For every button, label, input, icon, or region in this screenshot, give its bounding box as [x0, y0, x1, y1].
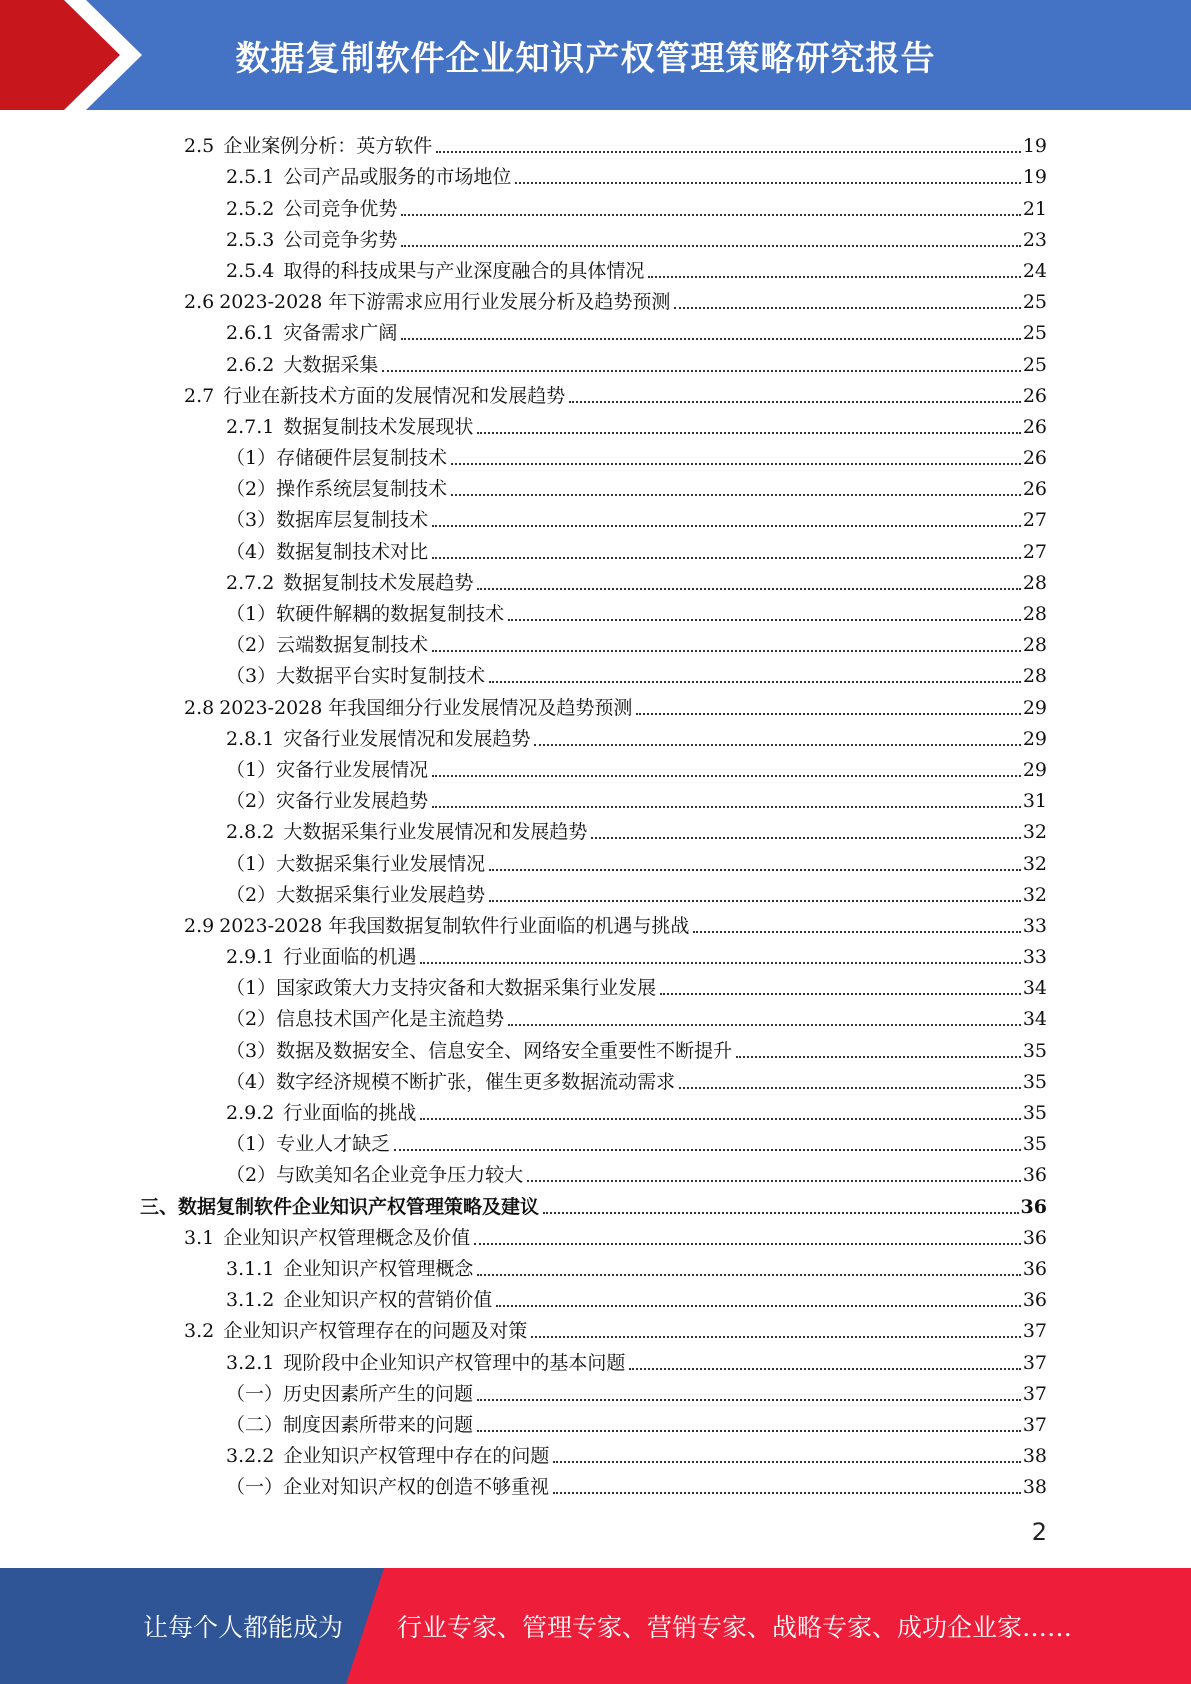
- footer-slogan-left: 让每个人都能成为: [143, 1613, 344, 1642]
- toc-dot-leader: [629, 1368, 1020, 1370]
- toc-dot-leader: [531, 1336, 1021, 1338]
- toc-entry-title: 数据复制技术发展趋势: [283, 571, 474, 594]
- toc-dot-leader: [432, 557, 1021, 559]
- toc-entry[interactable]: [0, 907, 1191, 938]
- toc-entry-title: 企业案例分析：英方软件: [223, 135, 433, 158]
- toc-entry-page: 19: [1022, 166, 1047, 189]
- toc-entry-title: 灾备行业发展趋势: [276, 790, 429, 813]
- toc-entry-number: （3）: [226, 665, 277, 688]
- toc-entry-page: 26: [1022, 447, 1047, 470]
- toc-entry-number: 2.9.2: [226, 1102, 275, 1124]
- toc-entry-title: 灾备行业发展情况和发展趋势: [283, 727, 531, 750]
- toc-entry-number: （3）: [226, 509, 277, 532]
- toc-entry-title: 企业知识产权的营销价值: [283, 1289, 493, 1312]
- toc-entry-number: 2.6.2: [226, 353, 275, 376]
- toc-entry-number: （一）: [226, 1382, 284, 1405]
- table-of-contents: [0, 127, 1191, 1499]
- toc-entry[interactable]: [0, 1000, 1191, 1031]
- toc-entry-title: 存储硬件层复制技术: [276, 447, 448, 470]
- toc-dot-leader: [674, 307, 1020, 309]
- toc-entry-title: 数字经济规模不断扩张，催生更多数据流动需求: [276, 1070, 676, 1093]
- toc-entry-number: （1）: [226, 758, 277, 781]
- toc-entry-page: 19: [1022, 135, 1047, 158]
- toc-entry-page: 32: [1022, 821, 1047, 844]
- toc-dot-leader: [382, 370, 1020, 372]
- toc-dot-leader: [648, 276, 1020, 278]
- report-title: 数据复制软件企业知识产权管理策略研究报告: [235, 38, 936, 79]
- toc-entry-number: （4）: [226, 1070, 277, 1093]
- footer-slogan-right: 行业专家、管理专家、营销专家、战略专家、成功企业家……: [397, 1613, 1073, 1642]
- toc-entry-page: 29: [1022, 758, 1047, 781]
- toc-entry[interactable]: [0, 688, 1191, 719]
- toc-entry[interactable]: [0, 1187, 1191, 1218]
- toc-entry-title: 2023-2028 年我国数据复制软件行业面临的机遇与挑战: [219, 914, 690, 937]
- toc-entry-page: 25: [1022, 322, 1047, 345]
- toc-entry[interactable]: [0, 1031, 1191, 1062]
- toc-dot-leader: [660, 993, 1021, 995]
- toc-dot-leader: [474, 1243, 1021, 1245]
- toc-entry[interactable]: [0, 1250, 1191, 1281]
- toc-dot-leader: [401, 338, 1020, 340]
- toc-entry[interactable]: [0, 1281, 1191, 1312]
- toc-dot-leader: [477, 1430, 1021, 1432]
- toc-entry-page: 36: [1022, 1289, 1047, 1312]
- toc-entry-page: 28: [1022, 603, 1047, 625]
- toc-dot-leader: [477, 588, 1020, 590]
- toc-entry-page: 32: [1022, 852, 1047, 875]
- toc-entry-title: 数据复制软件企业知识产权管理策略及建议: [178, 1195, 540, 1218]
- toc-entry-title: 大数据采集行业发展情况: [276, 852, 486, 875]
- toc-dot-leader: [432, 806, 1021, 808]
- toc-entry-title: 行业在新技术方面的发展情况和发展趋势: [223, 384, 566, 407]
- toc-dot-leader: [489, 681, 1021, 683]
- toc-dot-leader: [515, 182, 1020, 184]
- toc-entry[interactable]: [0, 1468, 1191, 1499]
- toc-entry-title: 2023-2028 年我国细分行业发展情况及趋势预测: [219, 696, 633, 719]
- toc-entry-number: 2.8.2: [226, 821, 275, 844]
- toc-entry-title: 企业知识产权管理中存在的问题: [283, 1445, 550, 1468]
- toc-entry-page: 31: [1022, 790, 1047, 813]
- toc-dot-leader: [636, 713, 1020, 715]
- toc-entry-number: 2.6.1: [226, 322, 275, 345]
- toc-entry-title: 软硬件解耦的数据复制技术: [276, 603, 505, 625]
- toc-entry[interactable]: [0, 813, 1191, 844]
- toc-entry-number: （2）: [226, 1008, 277, 1031]
- page-footer: [0, 1568, 1191, 1684]
- toc-entry-number: 2.5.4: [226, 259, 275, 282]
- toc-entry[interactable]: [0, 564, 1191, 595]
- toc-entry-title: 大数据采集行业发展情况和发展趋势: [283, 821, 588, 844]
- toc-entry-title: 公司竞争优势: [283, 197, 398, 220]
- toc-entry-number: （2）: [226, 634, 277, 657]
- toc-entry[interactable]: [0, 283, 1191, 314]
- toc-entry-page: 36: [1022, 1257, 1047, 1280]
- toc-entry-page: 23: [1022, 228, 1047, 251]
- toc-entry-page: 35: [1022, 1102, 1047, 1124]
- toc-entry[interactable]: [0, 345, 1191, 376]
- toc-entry-page: 32: [1022, 883, 1047, 906]
- toc-entry[interactable]: [0, 501, 1191, 532]
- toc-entry-page: 27: [1022, 540, 1047, 563]
- toc-entry-page: 21: [1022, 197, 1047, 220]
- toc-dot-leader: [693, 931, 1020, 933]
- toc-entry-title: 云端数据复制技术: [276, 634, 429, 657]
- toc-entry-number: 3.2.2: [226, 1445, 275, 1468]
- toc-dot-leader: [736, 1056, 1021, 1058]
- toc-entry-number: 2.7: [184, 384, 215, 407]
- toc-entry-title: 信息技术国产化是主流趋势: [276, 1008, 505, 1031]
- toc-entry-number: （3）: [226, 1039, 277, 1062]
- toc-entry-title: 公司产品或服务的市场地位: [283, 166, 512, 189]
- toc-entry-page: 28: [1022, 571, 1047, 594]
- toc-entry-page: 29: [1022, 727, 1047, 750]
- toc-dot-leader: [508, 1024, 1021, 1026]
- toc-dot-leader: [436, 151, 1021, 153]
- toc-dot-leader: [553, 1461, 1020, 1463]
- toc-entry-page: 34: [1022, 977, 1047, 1000]
- toc-entry[interactable]: [0, 626, 1191, 657]
- toc-entry-number: 三、: [140, 1195, 179, 1218]
- toc-entry[interactable]: [0, 969, 1191, 1000]
- toc-entry-title: 企业知识产权管理概念: [283, 1257, 474, 1280]
- page-header: [0, 0, 1191, 110]
- toc-entry[interactable]: [0, 1219, 1191, 1250]
- toc-dot-leader: [527, 1180, 1021, 1182]
- toc-entry[interactable]: [0, 1094, 1191, 1125]
- toc-entry[interactable]: [0, 1312, 1191, 1343]
- toc-entry-title: 企业对知识产权的创造不够重视: [283, 1476, 550, 1499]
- toc-entry-title: 数据及数据安全、信息安全、网络安全重要性不断提升: [276, 1039, 733, 1062]
- toc-entry[interactable]: [0, 470, 1191, 501]
- toc-dot-leader: [543, 1212, 1019, 1214]
- toc-entry[interactable]: [0, 1375, 1191, 1406]
- toc-entry-page: 36: [1022, 1226, 1047, 1249]
- toc-dot-leader: [477, 1274, 1020, 1276]
- toc-entry-number: （2）: [226, 478, 277, 501]
- toc-dot-leader: [432, 525, 1021, 527]
- toc-entry-page: 38: [1022, 1445, 1047, 1468]
- toc-entry-page: 38: [1022, 1476, 1047, 1499]
- toc-entry-page: 28: [1022, 665, 1047, 688]
- toc-entry-page: 37: [1022, 1382, 1047, 1405]
- toc-entry-number: （1）: [226, 852, 277, 875]
- toc-entry-page: 33: [1022, 946, 1047, 969]
- toc-entry-title: 灾备需求广阔: [283, 322, 398, 345]
- toc-entry-title: 专业人才缺乏: [276, 1133, 391, 1156]
- toc-dot-leader: [489, 900, 1021, 902]
- toc-entry-page: 29: [1022, 696, 1047, 719]
- toc-entry-page: 26: [1022, 478, 1047, 501]
- toc-dot-leader: [496, 1305, 1020, 1307]
- toc-entry[interactable]: [0, 252, 1191, 283]
- toc-entry-number: 3.2: [184, 1320, 215, 1343]
- toc-entry-page: 35: [1022, 1133, 1047, 1156]
- toc-entry-title: 灾备行业发展情况: [276, 758, 429, 781]
- toc-entry-title: 制度因素所带来的问题: [283, 1413, 474, 1436]
- toc-dot-leader: [553, 1492, 1021, 1494]
- toc-entry-page: 33: [1022, 914, 1047, 937]
- toc-entry-title: 数据库层复制技术: [276, 509, 429, 532]
- toc-entry[interactable]: [0, 439, 1191, 470]
- toc-entry[interactable]: [0, 876, 1191, 907]
- toc-entry-page: 37: [1022, 1351, 1047, 1374]
- toc-entry-number: （2）: [226, 790, 277, 813]
- toc-dot-leader: [432, 650, 1021, 652]
- toc-entry[interactable]: [0, 314, 1191, 345]
- toc-entry-number: （2）: [226, 883, 277, 906]
- toc-dot-leader: [451, 463, 1021, 465]
- toc-entry-number: 3.1.2: [226, 1289, 275, 1312]
- toc-entry-title: 2023-2028 年下游需求应用行业发展分析及趋势预测: [219, 291, 671, 314]
- toc-entry-page: 25: [1022, 291, 1047, 314]
- toc-entry[interactable]: [0, 751, 1191, 782]
- toc-entry-title: 企业知识产权管理存在的问题及对策: [223, 1320, 528, 1343]
- toc-entry-number: 2.9.1: [226, 946, 275, 969]
- toc-entry[interactable]: [0, 408, 1191, 439]
- toc-entry-page: 28: [1022, 634, 1047, 657]
- toc-entry-title: 国家政策大力支持灾备和大数据采集行业发展: [276, 977, 657, 1000]
- toc-entry-page: 36: [1022, 1164, 1047, 1187]
- toc-entry-number: （1）: [226, 1133, 277, 1156]
- toc-entry-page: 25: [1022, 353, 1047, 376]
- toc-entry-number: 2.8: [184, 696, 215, 719]
- toc-entry[interactable]: [0, 720, 1191, 751]
- toc-entry-title: 数据复制技术发展现状: [283, 415, 474, 438]
- toc-dot-leader: [569, 401, 1021, 403]
- toc-entry-title: 大数据平台实时复制技术: [276, 665, 486, 688]
- toc-dot-leader: [477, 432, 1020, 434]
- toc-entry-number: 2.9: [184, 914, 215, 937]
- toc-entry-number: （一）: [226, 1476, 284, 1499]
- toc-dot-leader: [489, 869, 1021, 871]
- toc-dot-leader: [420, 962, 1020, 964]
- toc-dot-leader: [679, 1087, 1021, 1089]
- toc-entry-number: 2.7.2: [226, 571, 275, 594]
- toc-entry[interactable]: [0, 1437, 1191, 1468]
- toc-dot-leader: [508, 619, 1021, 621]
- toc-entry[interactable]: [0, 1406, 1191, 1437]
- header-chevron-decoration: [0, 0, 150, 110]
- toc-entry-title: 行业面临的机遇: [283, 946, 417, 969]
- toc-dot-leader: [420, 1118, 1020, 1120]
- toc-entry-page: 27: [1022, 509, 1047, 532]
- toc-entry-title: 大数据采集行业发展趋势: [276, 883, 486, 906]
- toc-dot-leader: [534, 744, 1020, 746]
- toc-entry-number: 2.6: [184, 291, 215, 314]
- toc-entry-number: 3.2.1: [226, 1351, 275, 1374]
- toc-entry[interactable]: [0, 1125, 1191, 1156]
- toc-entry[interactable]: [0, 1156, 1191, 1187]
- toc-entry[interactable]: [0, 1063, 1191, 1094]
- toc-entry[interactable]: [0, 782, 1191, 813]
- toc-entry-title: 数据复制技术对比: [276, 540, 429, 563]
- page-number: 2: [1031, 1518, 1047, 1546]
- toc-entry-number: 3.1: [184, 1226, 215, 1249]
- toc-entry[interactable]: [0, 221, 1191, 252]
- toc-entry-number: （1）: [226, 977, 277, 1000]
- toc-entry-page: 35: [1022, 1070, 1047, 1093]
- toc-entry-title: 行业面临的挑战: [283, 1102, 417, 1124]
- toc-dot-leader: [401, 245, 1020, 247]
- toc-entry-number: 2.7.1: [226, 415, 275, 438]
- toc-entry-page: 36: [1020, 1195, 1047, 1218]
- toc-entry-number: 2.8.1: [226, 727, 275, 750]
- toc-entry-title: 大数据采集: [283, 353, 379, 376]
- toc-entry[interactable]: [0, 189, 1191, 220]
- toc-dot-leader: [394, 1149, 1021, 1151]
- toc-entry-page: 24: [1022, 259, 1047, 282]
- toc-entry-title: 历史因素所产生的问题: [283, 1382, 474, 1405]
- toc-entry[interactable]: [0, 844, 1191, 875]
- toc-entry-title: 现阶段中企业知识产权管理中的基本问题: [283, 1351, 626, 1374]
- toc-dot-leader: [477, 1399, 1021, 1401]
- toc-entry[interactable]: [0, 127, 1191, 158]
- toc-entry-number: （1）: [226, 447, 277, 470]
- toc-entry[interactable]: [0, 532, 1191, 563]
- toc-entry-title: 操作系统层复制技术: [276, 478, 448, 501]
- toc-entry-number: 2.5: [184, 135, 215, 158]
- toc-dot-leader: [401, 214, 1020, 216]
- toc-entry-number: 2.5.3: [226, 228, 275, 251]
- toc-entry-page: 37: [1022, 1413, 1047, 1436]
- toc-entry-title: 取得的科技成果与产业深度融合的具体情况: [283, 259, 645, 282]
- toc-entry[interactable]: [0, 1343, 1191, 1374]
- toc-entry-page: 35: [1022, 1039, 1047, 1062]
- toc-entry-number: （4）: [226, 540, 277, 563]
- toc-entry-number: （二）: [226, 1413, 284, 1436]
- toc-dot-leader: [432, 775, 1021, 777]
- toc-entry-title: 与欧美知名企业竞争压力较大: [276, 1164, 524, 1187]
- toc-entry-number: 2.5.2: [226, 197, 275, 220]
- toc-entry[interactable]: [0, 377, 1191, 408]
- toc-entry-title: 公司竞争劣势: [283, 228, 398, 251]
- toc-entry-title: 企业知识产权管理概念及价值: [223, 1226, 471, 1249]
- toc-entry-number: （1）: [226, 603, 277, 625]
- toc-entry-page: 26: [1022, 384, 1047, 407]
- toc-entry[interactable]: [0, 595, 1191, 626]
- toc-entry[interactable]: [0, 657, 1191, 688]
- toc-entry-number: 2.5.1: [226, 166, 275, 189]
- toc-entry[interactable]: [0, 938, 1191, 969]
- toc-entry[interactable]: [0, 158, 1191, 189]
- toc-dot-leader: [591, 837, 1020, 839]
- toc-entry-page: 34: [1022, 1008, 1047, 1031]
- toc-dot-leader: [451, 494, 1021, 496]
- toc-entry-page: 37: [1022, 1320, 1047, 1343]
- toc-entry-number: 3.1.1: [226, 1257, 275, 1280]
- toc-entry-page: 26: [1022, 415, 1047, 438]
- toc-entry-number: （2）: [226, 1164, 277, 1187]
